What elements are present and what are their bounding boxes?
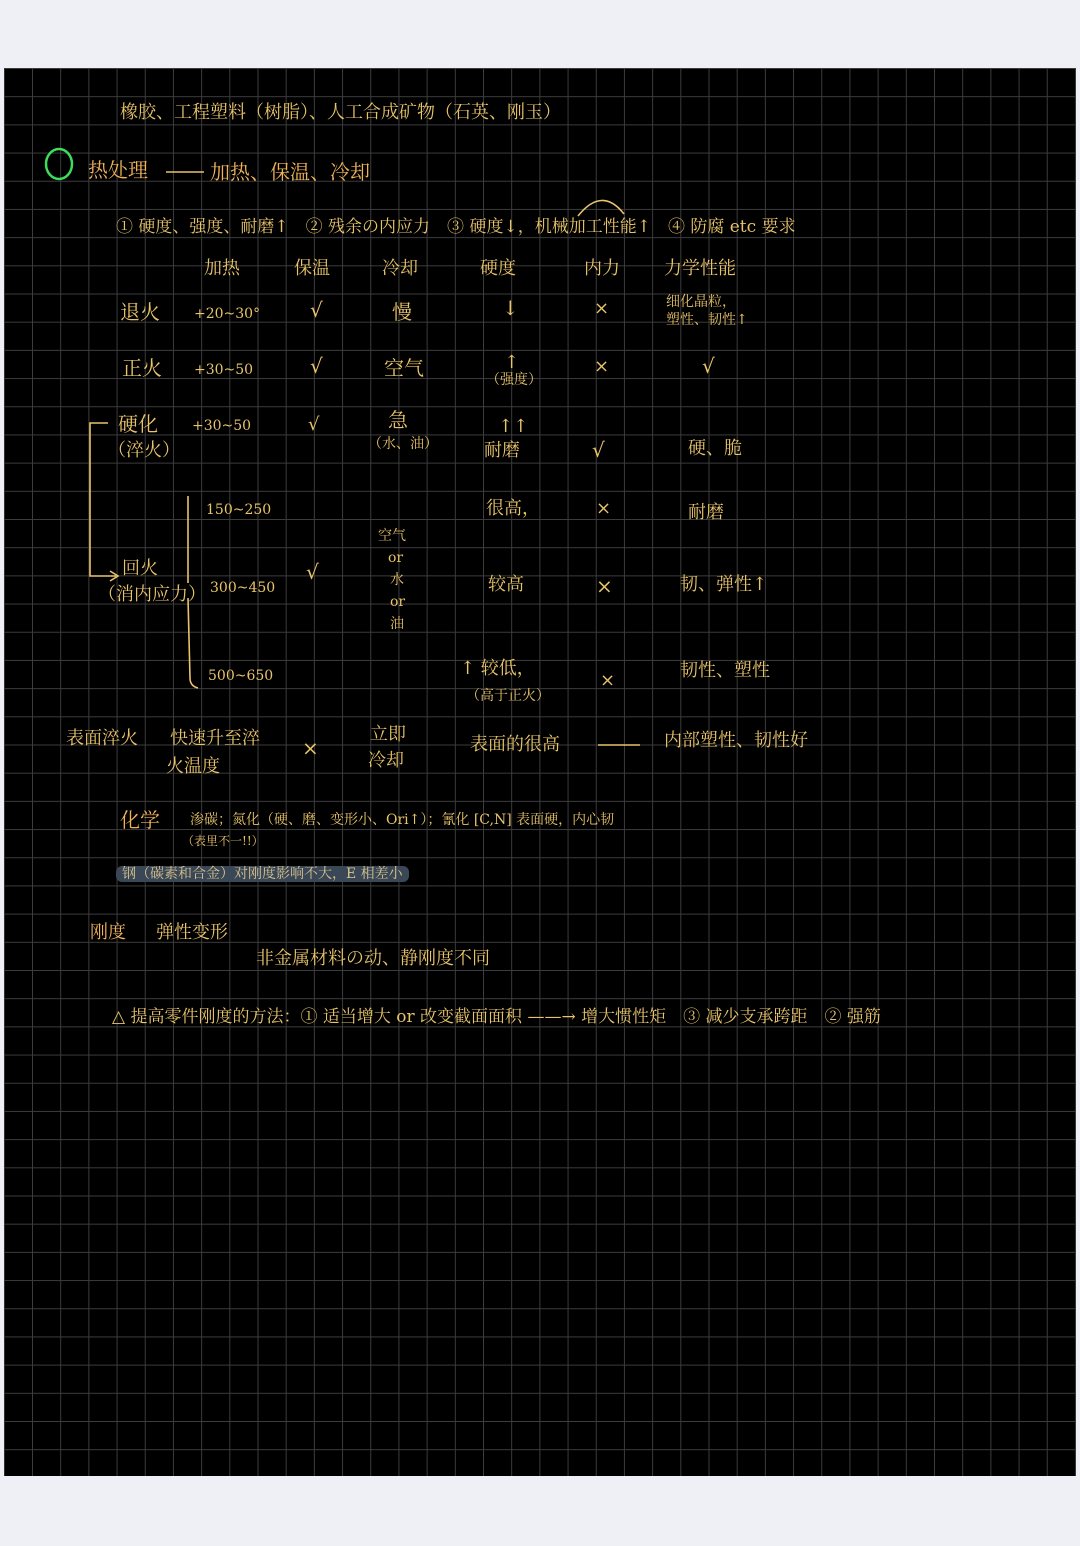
tempering-row-temp: 500~650 — [208, 668, 274, 684]
hardening-cool-note: （水、油） — [368, 436, 438, 452]
header-holding: 保温 — [294, 258, 330, 279]
chemical-note: （表里不一!!） — [182, 834, 264, 848]
tempering-row-hardness: 很高， — [486, 498, 540, 519]
annealing-hardness: ↓ — [502, 296, 519, 320]
normalizing-hardness-note: （强度） — [486, 372, 542, 388]
hardening-hardness: ↑↑ — [498, 416, 529, 437]
normalizing-hold: √ — [310, 354, 323, 378]
annealing-mech-1: 细化晶粒， — [666, 294, 736, 310]
stiffness-note: 非金属材料の动、静刚度不同 — [256, 948, 490, 969]
green-circle-marker — [46, 149, 72, 179]
header-heating: 加热 — [204, 258, 240, 279]
tempering-row-inner: × — [600, 670, 616, 691]
hardening-hold: √ — [308, 414, 320, 435]
tempering-row-hardness: ↑ 较低， — [460, 658, 535, 679]
tempering-row-mech: 耐磨 — [688, 502, 724, 523]
hardening-heat: +30~50 — [192, 418, 252, 434]
annealing-hold: √ — [310, 298, 323, 322]
surface-hardness: 表面的很高 — [470, 734, 560, 755]
heat-treatment-title: 热处理 — [88, 158, 148, 182]
tempering-row-hardness: 较高 — [488, 574, 524, 595]
stiffness-improvement: △ 提高零件刚度的方法：① 适当增大 or 改变截面面积 ——→ 增大惯性矩 ③ 减少支承跨距 ② 强筋 — [112, 1007, 881, 1027]
hardening-hardness-note: 耐磨 — [484, 440, 520, 461]
surface-heat-1: 快速升至淬 — [170, 728, 260, 749]
stiffness-definition: 弹性变形 — [156, 922, 228, 943]
chemical-text: 渗碳；氮化（硬、磨、变形小、Ori↑）；氰化 [C,N] 表面硬，内心韧 — [190, 812, 615, 828]
hardening-mech: 硬、脆 — [688, 438, 742, 459]
annealing-inner: × — [594, 298, 610, 319]
tempering-row-temp: 150~250 — [206, 502, 272, 518]
tempering-cool-line: 水 — [390, 572, 404, 588]
tempering-row-hardness-note: （高于正火） — [466, 688, 550, 704]
chemical-label: 化学 — [120, 808, 160, 832]
hardening-cool: 急 — [388, 408, 408, 432]
heat-treatment-purposes: ① 硬度、强度、耐磨↑ ② 残余の内应力 ③ 硬度↓，机械加工性能↑ ④ 防腐 etc 要求 — [116, 217, 796, 237]
normalizing-mech: √ — [702, 354, 715, 378]
annealing-heat: +20~30° — [194, 306, 261, 322]
header-inner-stress: 内力 — [584, 258, 620, 279]
steel-note-highlight — [116, 866, 409, 883]
note-page — [4, 68, 1076, 1476]
tempering-cool-line: 空气 — [378, 528, 406, 544]
tempering-name: 回火 — [122, 558, 158, 579]
surface-heat-2: 火温度 — [166, 756, 220, 777]
steel-note: 钢（碳素和合金）对刚度影响不大，E 相差小 — [116, 866, 409, 882]
normalizing-name: 正火 — [122, 356, 162, 380]
bracket-lines — [4, 68, 1076, 1476]
hardening-name: 硬化 — [118, 412, 158, 436]
tempering-row-inner: × — [596, 498, 612, 519]
annealing-name: 退火 — [120, 300, 160, 324]
tempering-cool-line: 油 — [390, 616, 404, 632]
tempering-row-mech: 韧性、塑性 — [680, 660, 770, 681]
tempering-cool-line: or — [388, 550, 404, 566]
hardening-name-note: （淬火） — [108, 440, 180, 461]
tempering-hold: √ — [306, 560, 319, 584]
surface-mech: 内部塑性、韧性好 — [664, 730, 808, 751]
materials-line: 橡胶、工程塑料（树脂）、人工合成矿物（石英、刚玉） — [120, 102, 561, 123]
annealing-mech-2: 塑性、韧性↑ — [666, 312, 748, 328]
stiffness-label: 刚度 — [90, 922, 126, 943]
normalizing-hardness: ↑ — [504, 352, 520, 373]
normalizing-inner: × — [594, 356, 610, 377]
header-cooling: 冷却 — [382, 258, 418, 279]
normalizing-cool: 空气 — [384, 356, 424, 380]
tempering-row-mech: 韧、弹性↑ — [680, 574, 768, 595]
normalizing-heat: +30~50 — [194, 362, 254, 378]
annealing-cool: 慢 — [392, 300, 412, 324]
surface-cool-2: 冷却 — [368, 750, 404, 771]
heat-treatment-subtitle: 加热、保温、冷却 — [210, 160, 370, 184]
surface-hold: × — [302, 736, 319, 760]
tempering-row-temp: 300~450 — [210, 580, 276, 596]
arc-arrow — [578, 200, 624, 216]
surface-cool-1: 立即 — [370, 724, 406, 745]
header-hardness: 硬度 — [480, 258, 516, 279]
tempering-cool-line: or — [390, 594, 406, 610]
surface-name: 表面淬火 — [66, 728, 138, 749]
hardening-inner: √ — [592, 438, 605, 462]
tempering-name-note: （消内应力） — [98, 584, 206, 605]
tempering-row-inner: × — [596, 574, 613, 598]
header-mechanical: 力学性能 — [664, 258, 736, 279]
